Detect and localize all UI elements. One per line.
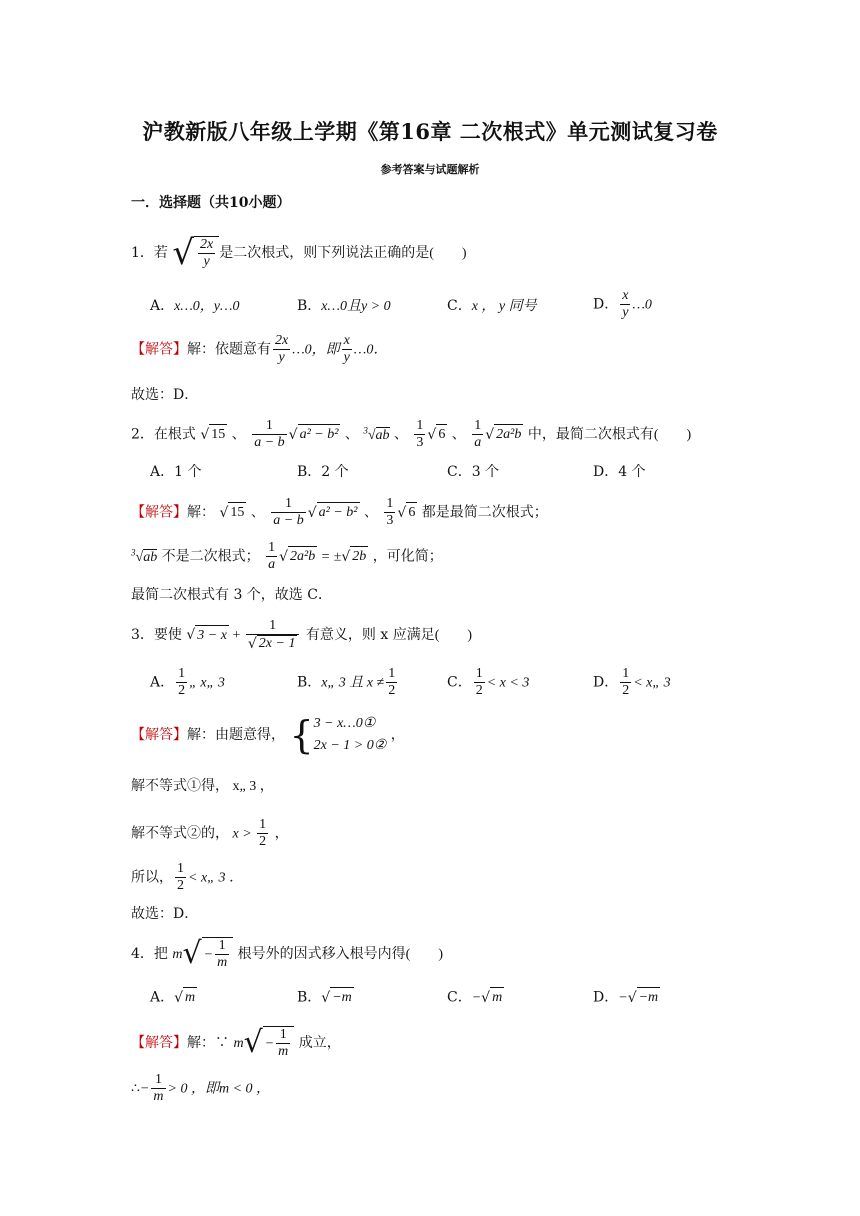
answer-tag: 【解答】 — [131, 341, 187, 358]
answer-paren: ( ) — [429, 246, 467, 261]
q1-choice: 故选：D． — [131, 387, 199, 403]
q3-option-d: D． $\frac{1}{2}$ < x„ 3 — [593, 666, 671, 698]
question-text: 是二次根式，则下列说法正确的是 — [219, 245, 430, 261]
q4-option-c: C．−√ m — [447, 987, 504, 1009]
question-3: 3．要使 √ 3 − x + $\frac{1}{√ 2x - 1}$ 有意义，则 x 应满足( ) — [131, 618, 473, 652]
section-heading: 一．选择题（共10小题） — [131, 195, 291, 211]
q2-conclusion: 最简二次根式有 3 个，故选 C． — [131, 587, 332, 603]
q4-option-a: A．√ m — [150, 987, 197, 1008]
q2-option-d: D．4 个 — [593, 464, 646, 480]
q4-solution: 【解答】解：∵ m√ − $\frac{1}{m}$ 成立， — [131, 1025, 341, 1060]
q4-option-d: D．−√ −m — [593, 987, 660, 1009]
question-text: 若 — [153, 245, 168, 261]
question-4: 4．把 m√ − $\frac{1}{m}$ 根号外的因式移入根号内得( ) — [131, 936, 443, 971]
question-2: 2．在根式 √ 15 、 $\frac{1}{a - b}$ √ a² − b² 、 $^3$√ab 、 $\frac{1}{3}$ √ 6 、 $\frac{1}{a}$ √ 2a²b 中，最简二次根式有( ) — [131, 418, 692, 450]
radical-2x-over-y: √ $\frac{2x}{y}$ — [172, 236, 219, 270]
page-subtitle: 参考答案与试题解析 — [380, 163, 480, 176]
q3-choice: 故选：D． — [131, 906, 199, 922]
q3-step-2: 解不等式②的， x > $\frac{1}{2}$ ， — [131, 817, 289, 849]
q3-option-a: A． $\frac{1}{2}$ „ x„ 3 — [150, 666, 225, 698]
q3-option-b: B．x„ 3 且 x ≠ $\frac{1}{2}$ — [297, 666, 396, 698]
q1-option-b: B．x…0且y > 0 — [297, 298, 391, 314]
q3-step-3: 所以， $\frac{1}{2}$ < x„ 3 ． — [131, 861, 243, 893]
q1-option-a: A．x…0，y…0 — [150, 298, 240, 314]
q2-solution: 【解答】解： √ 15 、 $\frac{1}{a - b}$ √ a² − b² 、 $\frac{1}{3}$ √ 6 都是最简二次根式； — [131, 496, 548, 528]
question-1 — [131, 233, 467, 273]
q2-option-a: A．1 个 — [150, 464, 202, 480]
page-title: 沪教新版八年级上学期《第16章 二次根式》单元测试复习卷 — [142, 119, 718, 144]
q1-option-d: D． $\frac{x}{y}$ …0 — [593, 288, 652, 320]
q3-solution: 【解答】解：由题意得， { 3 − x…0① 2x − 1 > 0② ， — [131, 713, 405, 757]
q2-option-c: C．3 个 — [447, 464, 500, 480]
q1-option-c: C．x ， y 同号 — [447, 298, 537, 314]
q1-solution: 【解答】解：依题意有 $\frac{2x}{y}$ …0，即 $\frac{x}{y}$ …0． — [131, 333, 388, 365]
question-number: 1． — [131, 245, 154, 261]
q2-option-b: B．2 个 — [297, 464, 349, 480]
q3-option-c: C． $\frac{1}{2}$ < x < 3 — [447, 666, 530, 698]
q3-step-1: 解不等式①得， x„ 3 ， — [131, 779, 274, 794]
q2-solution-line2: $^3$√ab 不是二次根式； $\frac{1}{a}$ √ 2a²b = ±√ 2b ，可化简； — [131, 540, 443, 572]
q4-option-b: B．√ −m — [297, 987, 354, 1008]
q4-step-2: ∴− $\frac{1}{m}$ > 0 ，即m < 0 ， — [131, 1072, 271, 1104]
